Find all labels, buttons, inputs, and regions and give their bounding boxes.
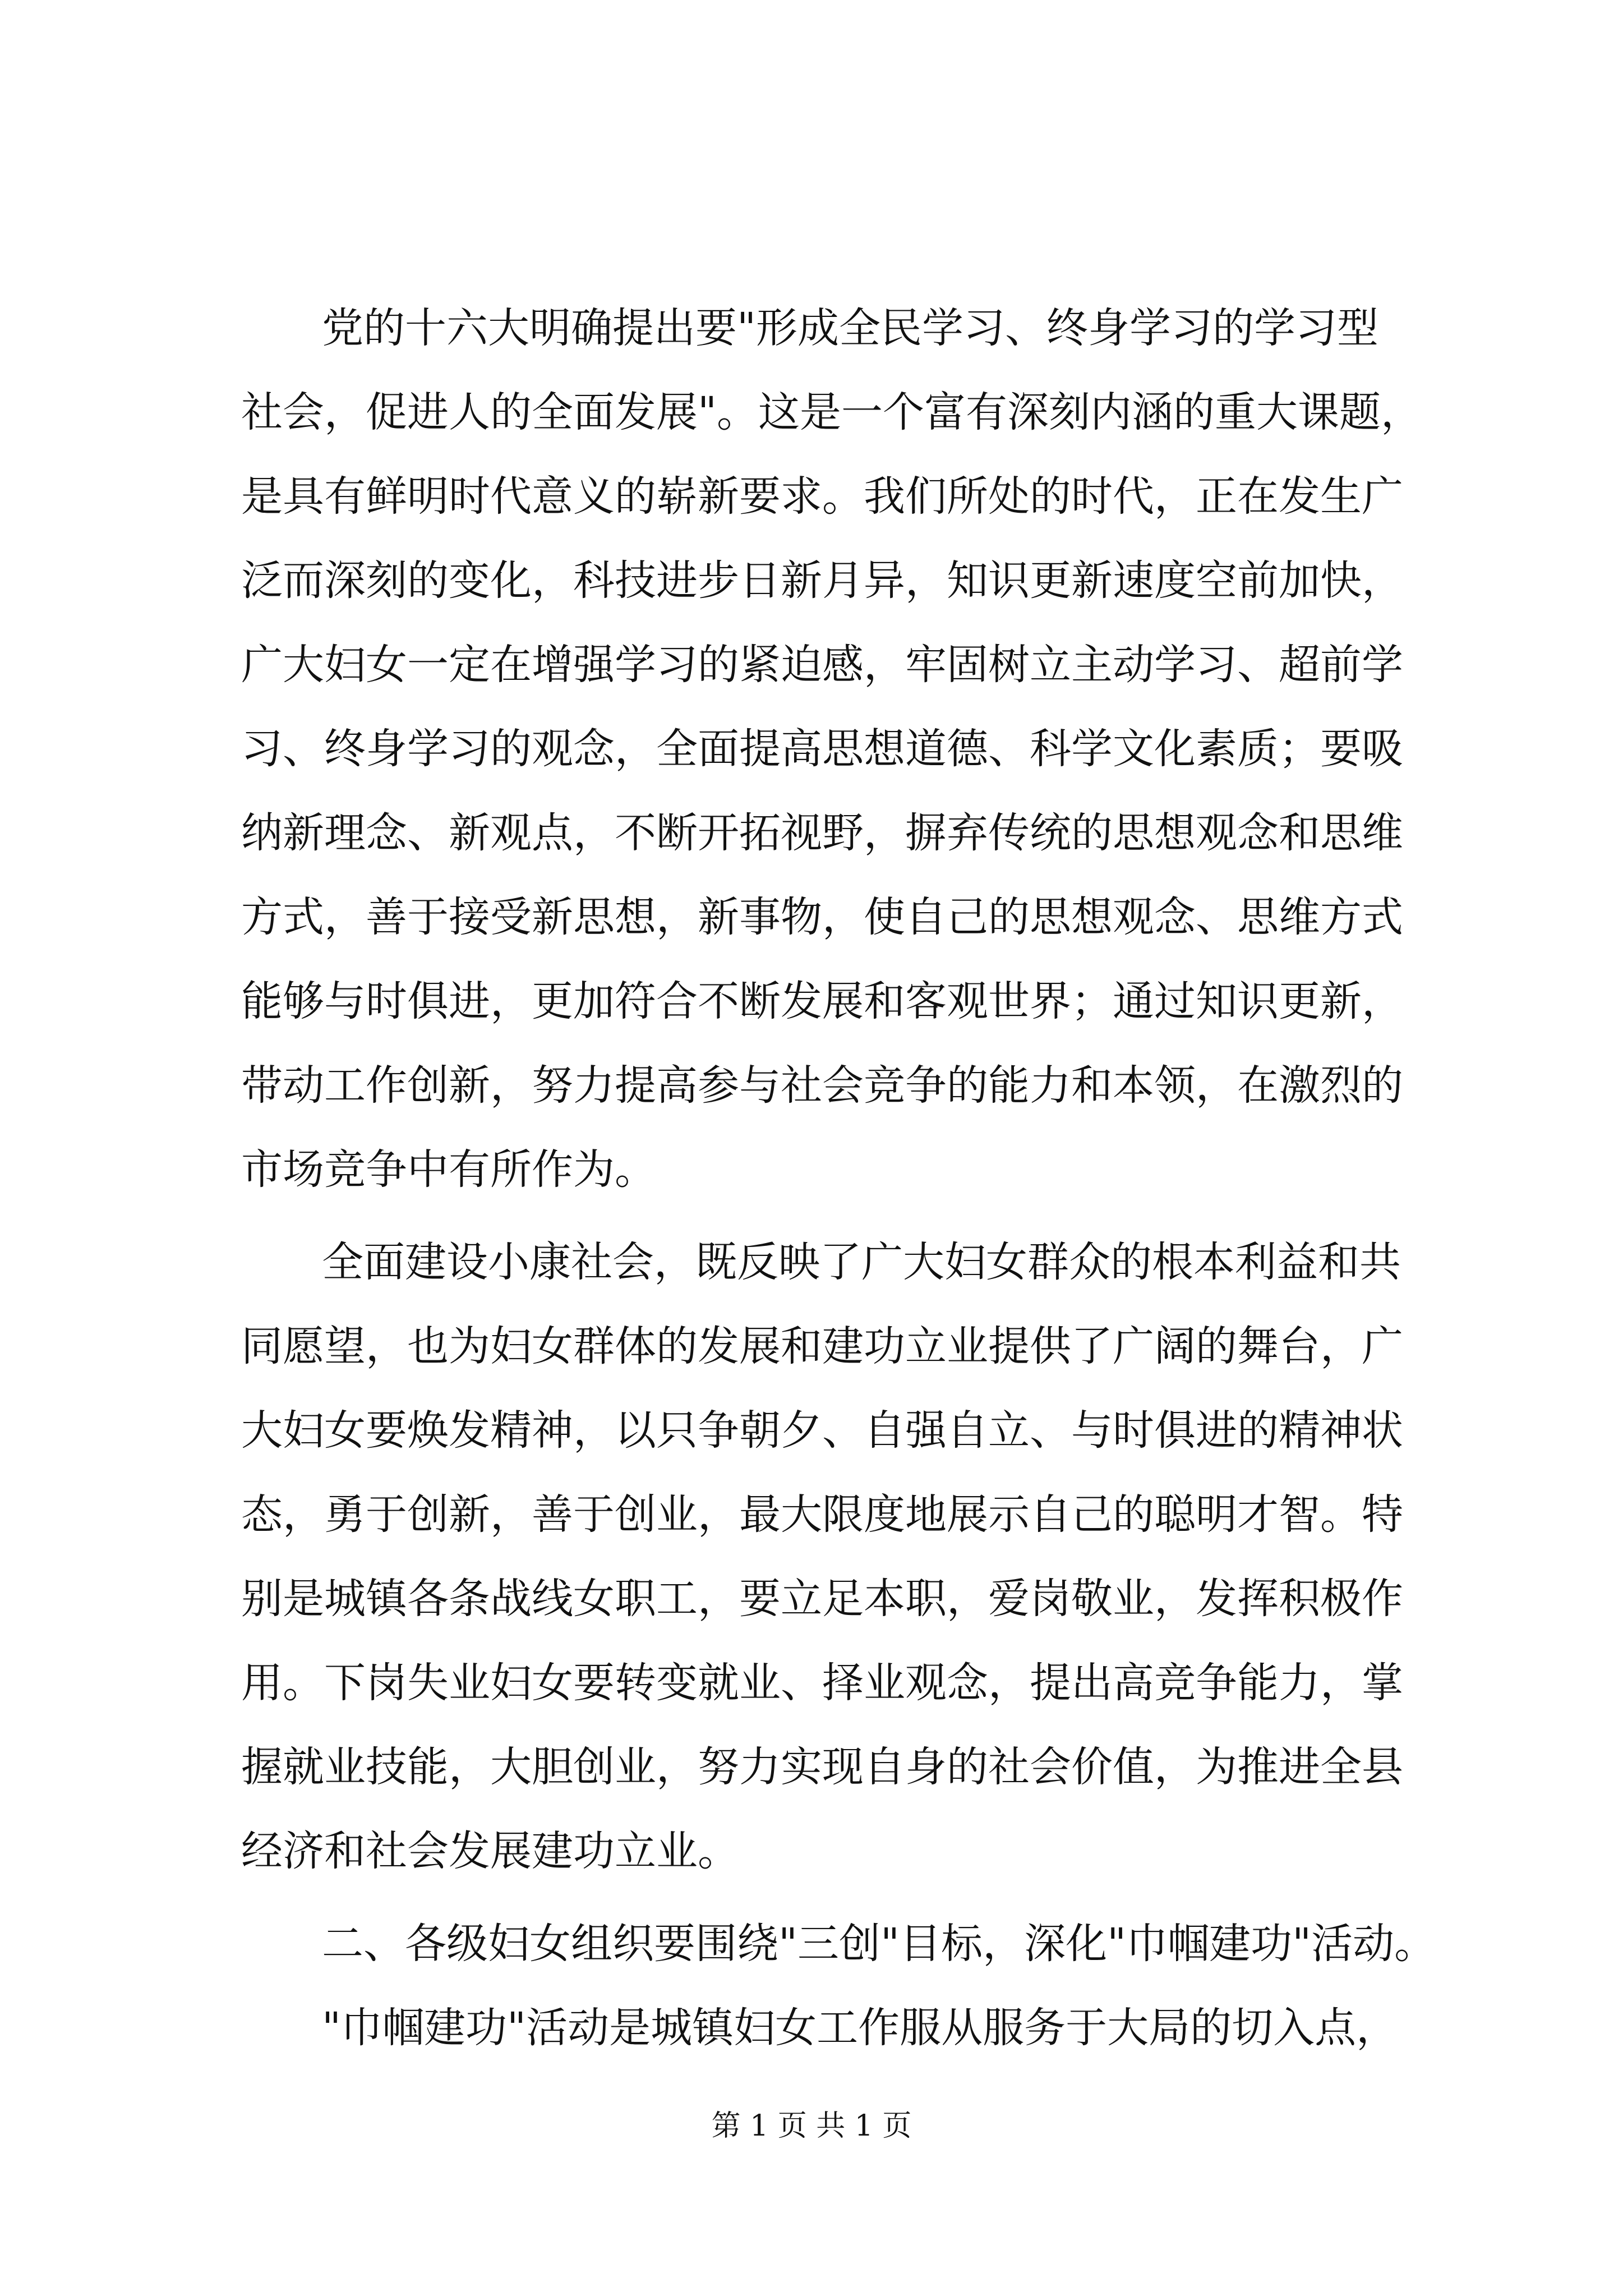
section-heading-line: 二、各级妇女组织要围绕"三创"目标，深化"巾帼建功"活动。 xyxy=(322,1920,1436,1968)
paragraph-2-line-3: 大妇女要焕发精神，以只争朝夕、自强自立、与时俱进的精神状 xyxy=(241,1406,1403,1455)
paragraph-1-line-6: 习、终身学习的观念，全面提高思想道德、科学文化素质；要吸 xyxy=(241,725,1403,773)
paragraph-1-line-8: 方式，善于接受新思想，新事物，使自己的思想观念、思维方式 xyxy=(241,893,1403,941)
paragraph-1-line-11: 市场竞争中有所作为。 xyxy=(241,1145,656,1194)
paragraph-2-line-6: 用。下岗失业妇女要转变就业、择业观念，提出高竞争能力，掌 xyxy=(241,1659,1403,1707)
paragraph-1-line-10: 带动工作创新，努力提高参与社会竞争的能力和本领，在激烈的 xyxy=(241,1061,1403,1110)
page-footer: 第 1 页 共 1 页 xyxy=(711,2109,912,2143)
paragraph-1-line-2: 社会，促进人的全面发展"。这是一个富有深刻内涵的重大课题， xyxy=(241,388,1423,436)
paragraph-1-line-9: 能够与时俱进，更加符合不断发展和客观世界；通过知识更新， xyxy=(241,977,1403,1025)
paragraph-1-line-7: 纳新理念、新观点，不断开拓视野，摒弃传统的思想观念和思维 xyxy=(241,809,1403,857)
paragraph-2-line-1: 全面建设小康社会，既反映了广大妇女群众的根本利益和共 xyxy=(322,1238,1401,1286)
paragraph-2-line-4: 态，勇于创新，善于创业，最大限度地展示自己的聪明才智。特 xyxy=(241,1490,1403,1539)
paragraph-2-line-5: 别是城镇各条战线女职工，要立足本职，爱岗敬业，发挥积极作 xyxy=(241,1575,1403,1623)
paragraph-1-line-4: 泛而深刻的变化，科技进步日新月异，知识更新速度空前加快， xyxy=(241,556,1403,605)
paragraph-2-line-7: 握就业技能，大胆创业，努力实现自身的社会价值，为推进全县 xyxy=(241,1743,1403,1791)
paragraph-2-line-2: 同愿望，也为妇女群体的发展和建功立业提供了广阔的舞台，广 xyxy=(241,1322,1403,1370)
paragraph-2-line-8: 经济和社会发展建功立业。 xyxy=(241,1827,739,1875)
paragraph-3-line-1: "巾帼建功"活动是城镇妇女工作服从服务于大局的切入点， xyxy=(322,2004,1398,2052)
paragraph-1-line-3: 是具有鲜明时代意义的崭新要求。我们所处的时代，正在发生广 xyxy=(241,472,1403,521)
paragraph-1-line-5: 广大妇女一定在增强学习的紧迫感，牢固树立主动学习、超前学 xyxy=(241,641,1403,689)
paragraph-1-line-1: 党的十六大明确提出要"形成全民学习、终身学习的学习型 xyxy=(322,304,1379,352)
